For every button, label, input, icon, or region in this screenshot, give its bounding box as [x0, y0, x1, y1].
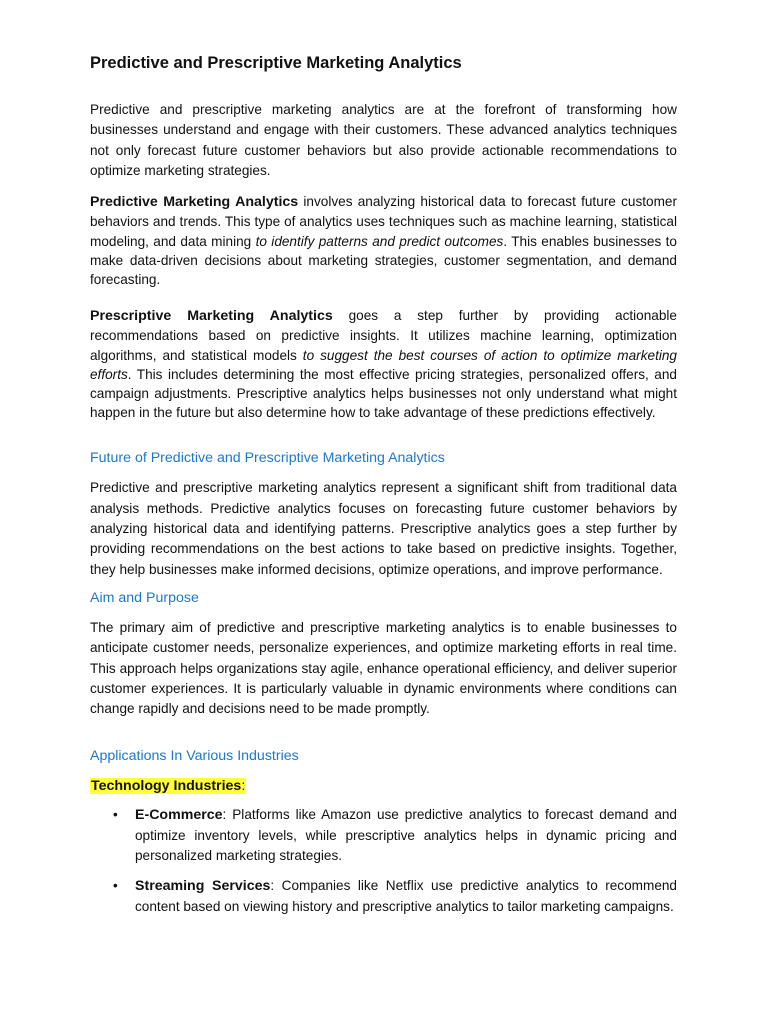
predictive-paragraph: [90, 192, 677, 289]
intro-paragraph: Predictive and prescriptive marketing analytics are at the forefront of transforming how businesses understand and engage with their customers. These advanced analytics techniques not only forecast future customer behaviors but also provide actionable recommendations to optimize marketing strategies.: [90, 102, 677, 178]
predictive-italic: to identify patterns and predict outcomes: [255, 233, 504, 249]
prescriptive-term: Prescriptive Marketing Analytics: [90, 308, 333, 325]
technology-industries-label: [90, 776, 677, 796]
list-item-desc: : Companies like Netflix use predictive analytics to recommend content based on viewing history and prescriptive analytics to tailor marketing campaigns.: [135, 878, 677, 914]
predictive-term: Predictive Marketing Analytics: [90, 194, 299, 211]
future-paragraph: Predictive and prescriptive marketing analytics represent a significant shift from traditional data analysis methods. Predictive analytics focuses on forecasting future customer behaviors by analyzing historical data and identifying patterns. Prescriptive analytics goes a step further by providing recommendations on the best actions to take based on predictive insights. Together, they help businesses make informed decisions, optimize operations, and improve performance.: [90, 480, 677, 577]
list-item-text: [135, 876, 677, 917]
applications-heading: Applications In Various Industries: [90, 748, 299, 765]
tech-label-colon: :: [241, 778, 246, 795]
tech-label-text: Technology Industries: [91, 778, 242, 795]
list-item-text: [135, 805, 677, 866]
future-heading: Future of Predictive and Prescriptive Marketing Analytics: [90, 450, 445, 467]
list-item-desc: : Platforms like Amazon use predictive analytics to forecast demand and optimize inventory levels, while prescriptive analytics helps in dynamic pricing and personalized marketing strategies.: [135, 807, 677, 863]
list-item: [90, 805, 677, 866]
document-title: Predictive and Prescriptive Marketing Analytics: [90, 54, 462, 72]
list-item-term: E-Commerce: [135, 807, 223, 824]
prescriptive-text-b: . This includes determining the most effective pricing strategies, personalized offers, and campaign adjustments. Prescriptive analytics helps businesses not only understand what might happen in the future but also determine how to take advantage of these predictions effectively.: [90, 366, 677, 421]
list-item-term: Streaming Services: [135, 878, 271, 895]
industry-bullet-list: [90, 805, 677, 916]
list-item: [90, 876, 677, 917]
prescriptive-text-a: goes a step further by providing actionable recommendations based on predictive insights. It utilizes machine learning, optimization algorithms, and statistical models: [90, 308, 677, 363]
aim-heading: Aim and Purpose: [90, 589, 199, 606]
bullet-icon: •: [113, 878, 118, 894]
prescriptive-paragraph: [90, 306, 677, 422]
predictive-text-b: . This enables businesses to make data-driven decisions about marketing strategies, customer segmentation, and demand forecasting.: [90, 233, 677, 287]
highlighted-label: [90, 778, 246, 794]
prescriptive-italic: to suggest the best courses of action to optimize marketing efforts: [90, 347, 677, 382]
predictive-text-a: involves analyzing historical data to forecast future customer behaviors and trends. This type of analytics uses techniques such as machine learning, statistical modeling, and data mining: [90, 194, 677, 249]
bullet-icon: •: [113, 807, 118, 823]
aim-paragraph: The primary aim of predictive and prescriptive marketing analytics is to enable businesses to anticipate customer needs, personalize experiences, and optimize marketing efforts in real time. This approach helps organizations stay agile, enhance operational efficiency, and deliver superior customer experiences. It is particularly valuable in dynamic environments where conditions can change rapidly and decisions need to be made promptly.: [90, 619, 677, 717]
